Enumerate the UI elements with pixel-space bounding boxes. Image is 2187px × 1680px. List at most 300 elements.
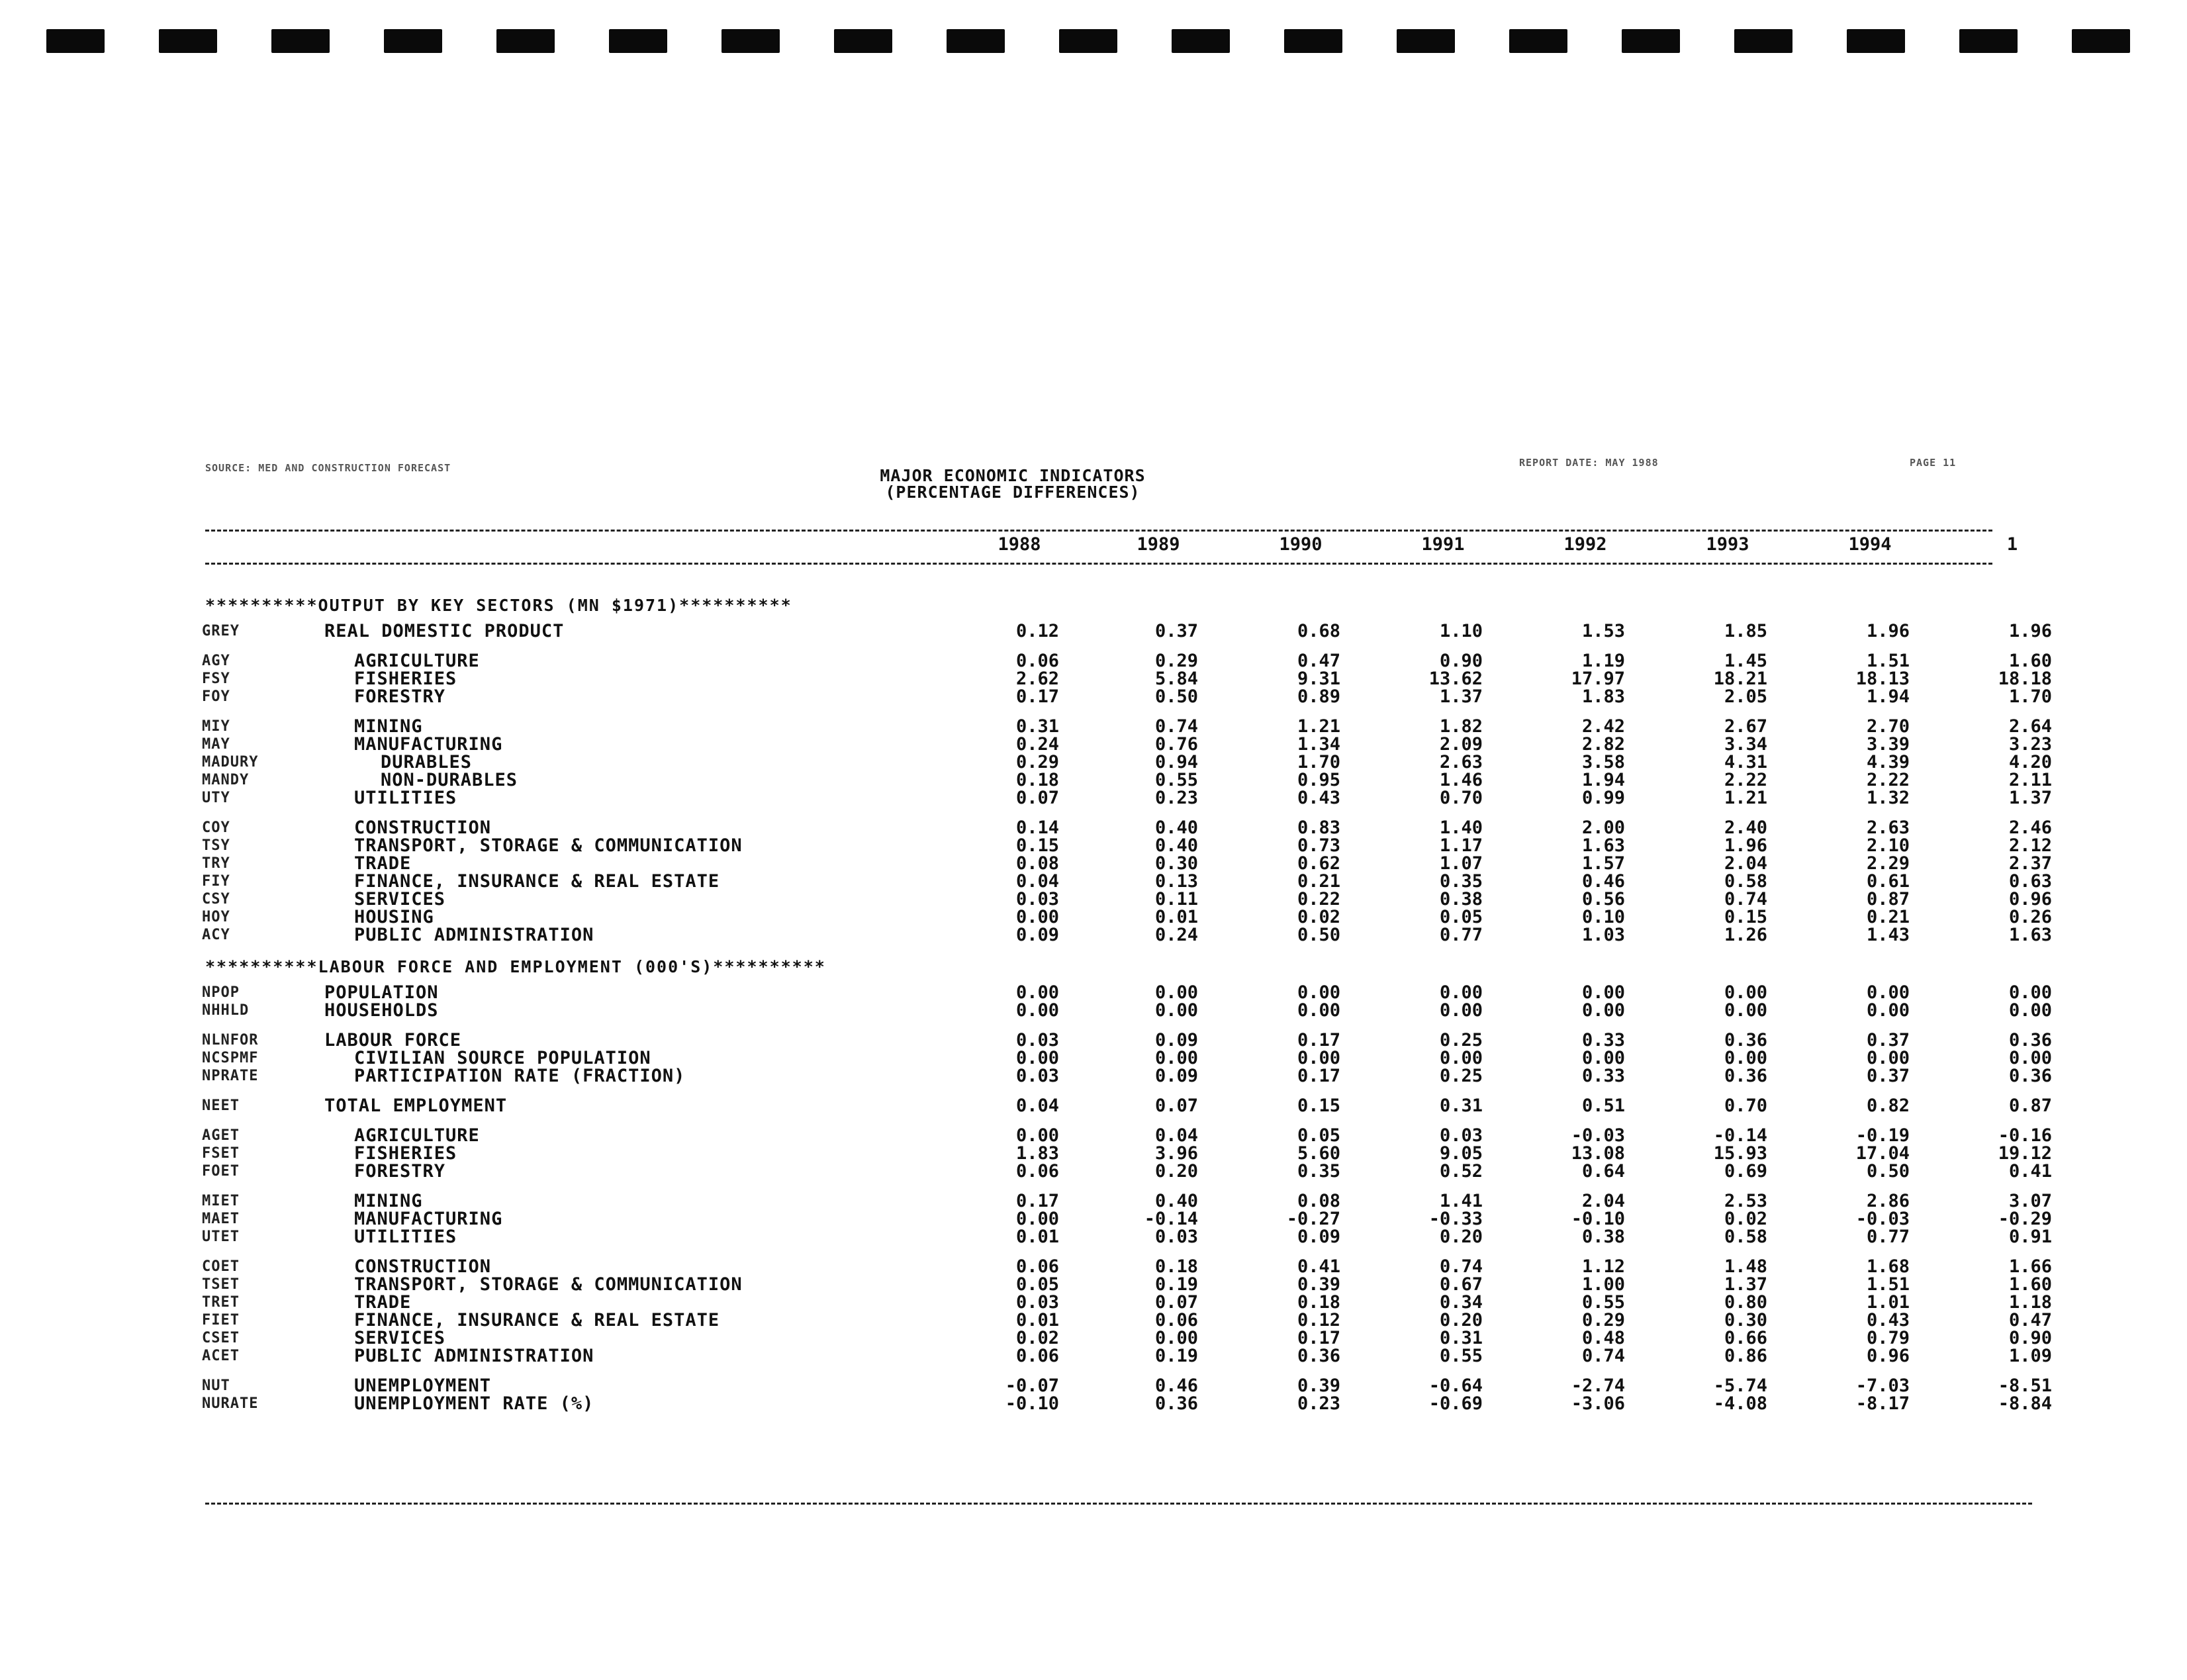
cell-value: 0.39 (1297, 1274, 1340, 1295)
cell-value: 0.29 (1015, 752, 1059, 772)
cell-value: 0.58 (1724, 871, 1767, 892)
cell-value: 2.46 (2008, 817, 2052, 838)
cell-value: 3.07 (2008, 1191, 2052, 1211)
cell-value: -0.07 (1005, 1376, 1059, 1396)
year-header: 1992 (1563, 534, 1607, 555)
year-header: 1994 (1848, 534, 1892, 555)
cell-value: 3.96 (1154, 1143, 1198, 1164)
cell-value: -2.74 (1571, 1376, 1625, 1396)
cell-value: 0.14 (1015, 817, 1059, 838)
perforation-hole (159, 29, 217, 53)
row-label: PUBLIC ADMINISTRATION (354, 1346, 594, 1366)
cell-value: 0.62 (1297, 853, 1340, 874)
cell-value: 0.20 (1439, 1227, 1483, 1247)
table-row (0, 984, 2187, 1002)
cell-value: 1.96 (2008, 621, 2052, 641)
perforation-hole (721, 29, 780, 53)
perforation-hole (496, 29, 555, 53)
year-header-row (0, 535, 2187, 555)
cell-value: 2.70 (1866, 716, 1910, 737)
series-code: AGET (202, 1127, 240, 1144)
cell-value: 0.86 (1724, 1346, 1767, 1366)
cell-value: 0.03 (1015, 1292, 1059, 1313)
cell-value: -0.14 (1713, 1125, 1767, 1146)
cell-value: 0.23 (1154, 788, 1198, 808)
cell-value: 0.06 (1015, 1346, 1059, 1366)
row-label: LABOUR FORCE (324, 1030, 462, 1050)
cell-value: 0.70 (1439, 788, 1483, 808)
cell-value: 0.36 (2008, 1030, 2052, 1050)
row-label: PARTICIPATION RATE (FRACTION) (354, 1066, 686, 1086)
cell-value: 0.74 (1581, 1346, 1625, 1366)
row-label: TRADE (354, 853, 412, 874)
cell-value: 2.67 (1724, 716, 1767, 737)
cell-value: 0.40 (1154, 817, 1198, 838)
rule-top (205, 530, 1992, 532)
cell-value: 2.22 (1724, 770, 1767, 790)
cell-value: 0.09 (1154, 1030, 1198, 1050)
cell-value: 0.17 (1015, 1191, 1059, 1211)
cell-value: 0.00 (2008, 1048, 2052, 1068)
cell-value: 1.09 (2008, 1346, 2052, 1366)
cell-value: 0.39 (1297, 1376, 1340, 1396)
row-label: PUBLIC ADMINISTRATION (354, 925, 594, 945)
cell-value: 0.41 (1297, 1256, 1340, 1277)
cell-value: 18.18 (1998, 669, 2052, 689)
cell-value: 0.74 (1724, 889, 1767, 910)
cell-value: 0.09 (1154, 1066, 1198, 1086)
cell-value: 1.07 (1439, 853, 1483, 874)
cell-value: 0.25 (1439, 1066, 1483, 1086)
table-row (0, 1049, 2187, 1067)
cell-value: 0.87 (1866, 889, 1910, 910)
series-code: MIY (202, 718, 230, 735)
table-row (0, 1311, 2187, 1329)
rule-bottom (205, 1503, 2032, 1505)
series-code: MADURY (202, 754, 259, 770)
cell-value: 0.90 (2008, 1328, 2052, 1348)
series-code: NLNFOR (202, 1032, 259, 1049)
cell-value: 9.31 (1297, 669, 1340, 689)
table-row (0, 1127, 2187, 1144)
cell-value: 0.06 (1015, 651, 1059, 671)
series-code: CSY (202, 891, 230, 908)
series-code: NHHLD (202, 1002, 250, 1019)
cell-value: 0.20 (1439, 1310, 1483, 1330)
cell-value: -0.03 (1571, 1125, 1625, 1146)
cell-value: 5.84 (1154, 669, 1198, 689)
row-label: MINING (354, 1191, 423, 1211)
row-label: DURABLES (381, 752, 473, 772)
cell-value: 0.18 (1297, 1292, 1340, 1313)
cell-value: 0.08 (1297, 1191, 1340, 1211)
section-heading: **********OUTPUT BY KEY SECTORS (MN $1971)********** (205, 596, 792, 615)
row-label: TRADE (354, 1292, 412, 1313)
perforation-hole (834, 29, 892, 53)
cell-value: 0.08 (1015, 853, 1059, 874)
cell-value: 0.15 (1724, 907, 1767, 927)
cell-value: 0.02 (1724, 1209, 1767, 1229)
cell-value: 0.12 (1015, 621, 1059, 641)
series-code: NCSPMF (202, 1050, 259, 1066)
cell-value: -8.17 (1855, 1393, 1910, 1414)
perforation-hole (1059, 29, 1117, 53)
series-code: UTY (202, 790, 230, 806)
report-date: REPORT DATE: MAY 1988 (1519, 457, 1659, 469)
cell-value: 0.12 (1297, 1310, 1340, 1330)
table-row (0, 1293, 2187, 1311)
cell-value: 2.64 (2008, 716, 2052, 737)
row-label: UTILITIES (354, 788, 457, 808)
perforation-hole (1622, 29, 1680, 53)
cell-value: 0.00 (2008, 982, 2052, 1003)
cell-value: 0.15 (1297, 1096, 1340, 1116)
series-code: COET (202, 1258, 240, 1275)
table-row (0, 1276, 2187, 1293)
cell-value: 0.43 (1297, 788, 1340, 808)
row-label: MANUFACTURING (354, 734, 503, 755)
series-code: MIET (202, 1193, 240, 1209)
cell-value: 0.31 (1015, 716, 1059, 737)
year-header: 1 (2006, 534, 2018, 555)
cell-value: 0.70 (1724, 1096, 1767, 1116)
cell-value: 0.55 (1154, 770, 1198, 790)
cell-value: 0.13 (1154, 871, 1198, 892)
cell-value: 0.36 (1297, 1346, 1340, 1366)
cell-value: 0.30 (1724, 1310, 1767, 1330)
table-row (0, 1192, 2187, 1210)
series-code: TRY (202, 855, 230, 872)
cell-value: -3.06 (1571, 1393, 1625, 1414)
cell-value: 1.32 (1866, 788, 1910, 808)
cell-value: 0.01 (1154, 907, 1198, 927)
cell-value: 0.82 (1866, 1096, 1910, 1116)
row-label: SERVICES (354, 889, 446, 910)
cell-value: 0.31 (1439, 1328, 1483, 1348)
series-code: FIET (202, 1312, 240, 1329)
cell-value: 1.83 (1015, 1143, 1059, 1164)
table-row (0, 1395, 2187, 1413)
cell-value: 0.05 (1439, 907, 1483, 927)
cell-value: 0.80 (1724, 1292, 1767, 1313)
cell-value: 2.00 (1581, 817, 1625, 838)
cell-value: 0.00 (1866, 1000, 1910, 1021)
row-label: HOUSING (354, 907, 434, 927)
cell-value: 0.35 (1439, 871, 1483, 892)
cell-value: 0.02 (1297, 907, 1340, 927)
cell-value: 0.00 (1015, 982, 1059, 1003)
cell-value: 0.00 (1297, 1048, 1340, 1068)
cell-value: 0.18 (1015, 770, 1059, 790)
report-source: SOURCE: MED AND CONSTRUCTION FORECAST (205, 462, 451, 474)
cell-value: 0.66 (1724, 1328, 1767, 1348)
cell-value: 0.29 (1154, 651, 1198, 671)
row-label: FINANCE, INSURANCE & REAL ESTATE (354, 871, 720, 892)
cell-value: 0.68 (1297, 621, 1340, 641)
cell-value: 4.20 (2008, 752, 2052, 772)
row-label: REAL DOMESTIC PRODUCT (324, 621, 565, 641)
cell-value: -8.51 (1998, 1376, 2052, 1396)
cell-value: 0.00 (1724, 982, 1767, 1003)
cell-value: 1.53 (1581, 621, 1625, 641)
cell-value: 0.00 (1015, 1048, 1059, 1068)
cell-value: 2.62 (1015, 669, 1059, 689)
cell-value: 0.33 (1581, 1066, 1625, 1086)
series-code: CSET (202, 1330, 240, 1346)
cell-value: 0.06 (1015, 1161, 1059, 1182)
cell-value: 0.74 (1154, 716, 1198, 737)
cell-value: 0.55 (1581, 1292, 1625, 1313)
cell-value: 0.00 (1724, 1000, 1767, 1021)
table-row (0, 622, 2187, 640)
series-code: TSY (202, 837, 230, 854)
perforation-hole (1284, 29, 1342, 53)
cell-value: 1.00 (1581, 1274, 1625, 1295)
perforation-hole (609, 29, 667, 53)
cell-value: 0.48 (1581, 1328, 1625, 1348)
row-label: FISHERIES (354, 669, 457, 689)
series-code: FSET (202, 1145, 240, 1162)
cell-value: 1.37 (2008, 788, 2052, 808)
perforation-hole (1734, 29, 1792, 53)
cell-value: 1.26 (1724, 925, 1767, 945)
perforation-hole (1959, 29, 2018, 53)
cell-value: 2.09 (1439, 734, 1483, 755)
cell-value: -5.74 (1713, 1376, 1767, 1396)
cell-value: 19.12 (1998, 1143, 2052, 1164)
page-number: PAGE 11 (1910, 457, 1957, 469)
cell-value: 1.19 (1581, 651, 1625, 671)
table-row (0, 908, 2187, 926)
series-code: AGY (202, 653, 230, 669)
table-row (0, 1329, 2187, 1347)
year-header: 1989 (1137, 534, 1180, 555)
cell-value: 0.24 (1015, 734, 1059, 755)
perforation-hole (1397, 29, 1455, 53)
table-row (0, 735, 2187, 753)
rule-under-years (205, 563, 1992, 565)
cell-value: 0.00 (1866, 982, 1910, 1003)
perforation-hole (384, 29, 442, 53)
cell-value: 1.66 (2008, 1256, 2052, 1277)
cell-value: -4.08 (1713, 1393, 1767, 1414)
cell-value: 0.50 (1297, 925, 1340, 945)
table-row (0, 855, 2187, 872)
cell-value: 0.00 (1154, 1048, 1198, 1068)
cell-value: 0.95 (1297, 770, 1340, 790)
cell-value: 0.40 (1154, 1191, 1198, 1211)
row-label: CONSTRUCTION (354, 1256, 492, 1277)
cell-value: 5.60 (1297, 1143, 1340, 1164)
cell-value: -0.29 (1998, 1209, 2052, 1229)
cell-value: 2.37 (2008, 853, 2052, 874)
table-row (0, 718, 2187, 735)
cell-value: 1.85 (1724, 621, 1767, 641)
year-header: 1991 (1421, 534, 1465, 555)
year-header: 1990 (1279, 534, 1323, 555)
series-code: NPOP (202, 984, 240, 1001)
series-code: ACY (202, 927, 230, 943)
table-row (0, 688, 2187, 706)
cell-value: 0.09 (1015, 925, 1059, 945)
perforation-hole (947, 29, 1005, 53)
cell-value: 0.07 (1154, 1096, 1198, 1116)
series-code: ACET (202, 1348, 240, 1364)
cell-value: 2.12 (2008, 835, 2052, 856)
cell-value: -0.10 (1005, 1393, 1059, 1414)
cell-value: 0.03 (1015, 889, 1059, 910)
cell-value: 1.48 (1724, 1256, 1767, 1277)
cell-value: 18.13 (1855, 669, 1910, 689)
cell-value: 1.63 (2008, 925, 2052, 945)
table-row (0, 753, 2187, 771)
row-label: TOTAL EMPLOYMENT (324, 1096, 508, 1116)
cell-value: 0.35 (1297, 1161, 1340, 1182)
cell-value: 0.00 (1154, 982, 1198, 1003)
cell-value: 1.60 (2008, 651, 2052, 671)
cell-value: 0.34 (1439, 1292, 1483, 1313)
cell-value: 0.23 (1297, 1393, 1340, 1414)
table-row (0, 1002, 2187, 1019)
table-row (0, 837, 2187, 855)
cell-value: 0.74 (1439, 1256, 1483, 1277)
cell-value: 2.04 (1581, 1191, 1625, 1211)
cell-value: 4.31 (1724, 752, 1767, 772)
cell-value: 0.36 (1724, 1066, 1767, 1086)
cell-value: 2.05 (1724, 686, 1767, 707)
cell-value: 0.01 (1015, 1310, 1059, 1330)
cell-value: 2.22 (1866, 770, 1910, 790)
cell-value: 1.51 (1866, 651, 1910, 671)
cell-value: 0.00 (1581, 1000, 1625, 1021)
table-row (0, 1067, 2187, 1085)
cell-value: 1.12 (1581, 1256, 1625, 1277)
cell-value: 1.17 (1439, 835, 1483, 856)
row-label: SERVICES (354, 1328, 446, 1348)
cell-value: 1.21 (1724, 788, 1767, 808)
row-label: MANUFACTURING (354, 1209, 503, 1229)
cell-value: 0.38 (1439, 889, 1483, 910)
cell-value: -0.64 (1428, 1376, 1483, 1396)
series-code: MAY (202, 736, 230, 753)
cell-value: 0.04 (1154, 1125, 1198, 1146)
cell-value: 0.55 (1439, 1346, 1483, 1366)
table-row (0, 1210, 2187, 1228)
cell-value: -0.10 (1571, 1209, 1625, 1229)
cell-value: 0.02 (1015, 1328, 1059, 1348)
cell-value: 0.41 (2008, 1161, 2052, 1182)
cell-value: 0.00 (1297, 982, 1340, 1003)
cell-value: 1.68 (1866, 1256, 1910, 1277)
cell-value: 0.00 (2008, 1000, 2052, 1021)
cell-value: 13.62 (1428, 669, 1483, 689)
cell-value: 0.96 (1866, 1346, 1910, 1366)
cell-value: 2.82 (1581, 734, 1625, 755)
title-line-1: MAJOR ECONOMIC INDICATORS (880, 466, 1146, 485)
cell-value: 0.00 (1154, 1000, 1198, 1021)
cell-value: -0.69 (1428, 1393, 1483, 1414)
cell-value: 0.11 (1154, 889, 1198, 910)
cell-value: 0.01 (1015, 1227, 1059, 1247)
series-code: COY (202, 819, 230, 836)
cell-value: 1.21 (1297, 716, 1340, 737)
cell-value: 2.63 (1439, 752, 1483, 772)
cell-value: 0.47 (2008, 1310, 2052, 1330)
cell-value: 0.89 (1297, 686, 1340, 707)
cell-value: 0.07 (1154, 1292, 1198, 1313)
table-row (0, 771, 2187, 789)
series-code: FIY (202, 873, 230, 890)
cell-value: 2.86 (1866, 1191, 1910, 1211)
cell-value: -0.19 (1855, 1125, 1910, 1146)
cell-value: 0.43 (1866, 1310, 1910, 1330)
cell-value: 0.00 (1724, 1048, 1767, 1068)
cell-value: 0.46 (1581, 871, 1625, 892)
cell-value: 3.23 (2008, 734, 2052, 755)
cell-value: 0.58 (1724, 1227, 1767, 1247)
cell-value: 0.03 (1015, 1066, 1059, 1086)
cell-value: -0.03 (1855, 1209, 1910, 1229)
cell-value: 1.70 (2008, 686, 2052, 707)
cell-value: 0.21 (1866, 907, 1910, 927)
table-row (0, 652, 2187, 670)
cell-value: 1.51 (1866, 1274, 1910, 1295)
row-label: AGRICULTURE (354, 1125, 480, 1146)
table-row (0, 670, 2187, 688)
row-label: TRANSPORT, STORAGE & COMMUNICATION (354, 1274, 743, 1295)
series-code: NURATE (202, 1395, 259, 1412)
cell-value: 4.39 (1866, 752, 1910, 772)
cell-value: 0.00 (1015, 1209, 1059, 1229)
cell-value: 0.56 (1581, 889, 1625, 910)
cell-value: -0.33 (1428, 1209, 1483, 1229)
cell-value: 0.03 (1015, 1030, 1059, 1050)
row-label: NON-DURABLES (381, 770, 518, 790)
cell-value: 0.67 (1439, 1274, 1483, 1295)
cell-value: 0.77 (1866, 1227, 1910, 1247)
cell-value: 0.19 (1154, 1274, 1198, 1295)
table-row (0, 1258, 2187, 1276)
cell-value: 0.46 (1154, 1376, 1198, 1396)
table-row (0, 872, 2187, 890)
cell-value: 13.08 (1571, 1143, 1625, 1164)
cell-value: 0.37 (1866, 1066, 1910, 1086)
cell-value: 0.40 (1154, 835, 1198, 856)
table-row (0, 1144, 2187, 1162)
cell-value: 9.05 (1439, 1143, 1483, 1164)
cell-value: 1.03 (1581, 925, 1625, 945)
cell-value: 0.21 (1297, 871, 1340, 892)
row-label: CIVILIAN SOURCE POPULATION (354, 1048, 651, 1068)
row-label: FORESTRY (354, 1161, 446, 1182)
cell-value: 0.03 (1439, 1125, 1483, 1146)
series-code: MANDY (202, 772, 250, 788)
cell-value: 0.04 (1015, 871, 1059, 892)
cell-value: 0.03 (1154, 1227, 1198, 1247)
cell-value: 0.36 (1154, 1393, 1198, 1414)
cell-value: 1.70 (1297, 752, 1340, 772)
cell-value: 2.04 (1724, 853, 1767, 874)
cell-value: 0.17 (1297, 1030, 1340, 1050)
series-code: GREY (202, 623, 240, 639)
cell-value: -8.84 (1998, 1393, 2052, 1414)
series-code: NEET (202, 1097, 240, 1114)
cell-value: 0.00 (1439, 982, 1483, 1003)
cell-value: 0.31 (1439, 1096, 1483, 1116)
row-label: POPULATION (324, 982, 439, 1003)
row-label: FISHERIES (354, 1143, 457, 1164)
table-row (0, 1097, 2187, 1115)
